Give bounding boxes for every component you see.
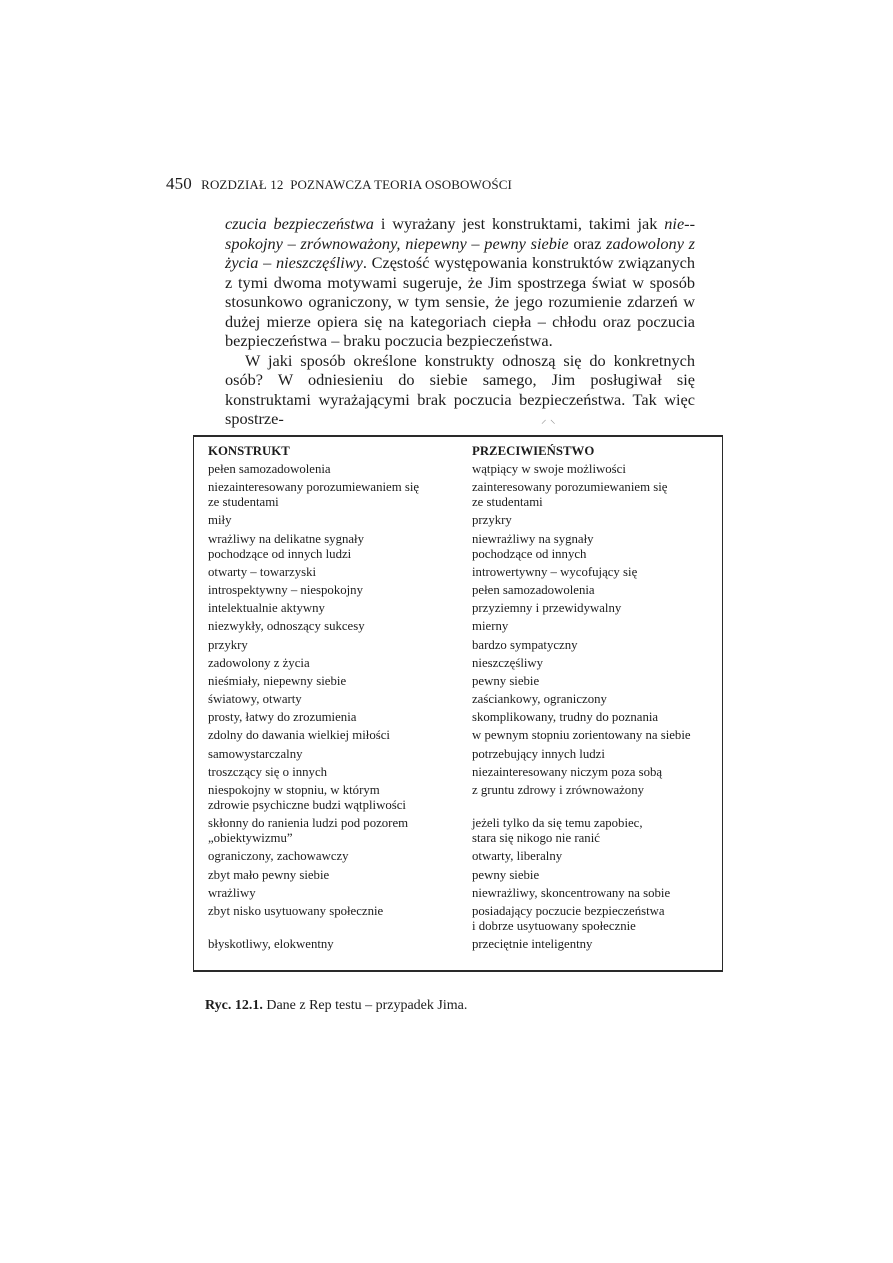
construct-cell: zbyt mało pewny siebie (208, 867, 330, 882)
table-row (208, 638, 716, 656)
opposite-cell: zaściankowy, ograniczony (472, 692, 607, 707)
opposite-cell: potrzebujący innych ludzi (472, 746, 605, 761)
opposite-cell: wątpiący w swoje możliwości (472, 462, 626, 476)
table-row (208, 710, 716, 728)
construct-cell: intelektualnie aktywny (208, 601, 325, 616)
construct-cell: nieśmiały, niepewny siebie (208, 673, 347, 688)
text-run: czucia bezpieczeństwa (225, 214, 374, 233)
table-header-row (208, 444, 716, 462)
text-run: . Częstość występowania konstruktów związanych z tymi dwoma motywami sugeruje, że Jim spostrzega świat w sposób stosunkowo ograniczony, w tym sensie, że jego rozumienie zdarzeń w dużej mierze opiera się na kategoriach ciepła – chłodu oraz poczucia bezpieczeństwa – braku poczucia bezpieczeństwa. (225, 253, 696, 350)
opposite-cell: jeżeli tylko da się temu zapobiec, stara się nikogo nie ranić (472, 816, 643, 846)
page-number: 450 (166, 174, 192, 193)
opposite-cell: przykry (472, 513, 512, 528)
table-row (208, 937, 716, 955)
construct-cell: przykry (208, 637, 248, 652)
text-run: oraz (568, 233, 607, 253)
table-row (208, 728, 716, 746)
construct-cell: pełen samozadowolenia (208, 462, 331, 476)
table-row (208, 904, 716, 937)
table-row (208, 656, 716, 674)
construct-cell: niezainteresowany porozumiewaniem się ze studentami (208, 480, 420, 510)
opposite-cell: niewrażliwy na sygnały pochodzące od innych (472, 531, 594, 561)
construct-cell: skłonny do ranienia ludzi pod pozorem „obiektywizmu” (208, 816, 409, 846)
opposite-cell: bardzo sympatyczny (472, 637, 578, 652)
table-row (208, 783, 716, 816)
construct-cell: wrażliwy (208, 885, 256, 900)
opposite-cell: otwarty, liberalny (472, 849, 563, 864)
figure-caption (205, 998, 467, 1014)
construct-cell: prosty, łatwy do zrozumienia (208, 710, 357, 725)
caption-label: Ryc. 12.1. (205, 998, 263, 1013)
figure-rep-test (193, 435, 723, 972)
construct-cell: zdolny do dawania wielkiej miłości (208, 728, 390, 743)
table-row (208, 462, 716, 480)
text-run: zadowolony z życia – nieszczęśliwy (225, 233, 695, 272)
construct-cell: ograniczony, zachowawczy (208, 849, 349, 864)
opposite-cell: pewny siebie (472, 867, 540, 882)
paragraph-2: W jaki sposób określone konstrukty odnoszą się do konkretnych osób? W odniesieniu do siebie samego, Jim posługiwał się konstruktami wyrażającymi brak poczucia bezpieczeństwa. Tak więc spostrze- (225, 350, 695, 428)
table-row (208, 480, 716, 513)
opposite-cell: mierny (472, 619, 509, 634)
opposite-cell: niewrażliwy, skoncentrowany na sobie (472, 885, 671, 900)
text-run: i wyrażany jest konstruktami, takimi jak (373, 214, 665, 233)
opposite-cell: niezainteresowany niczym poza sobą (472, 764, 663, 779)
table-row (208, 692, 716, 710)
construct-cell: błyskotliwy, elokwentny (208, 937, 334, 952)
construct-cell: samowystarczalny (208, 746, 303, 761)
construct-cell: otwarty – towarzyski (208, 564, 317, 579)
opposite-cell: nieszczęśliwy (472, 655, 544, 670)
column-header-construct: KONSTRUKT (208, 444, 290, 458)
opposite-cell: posiadający poczucie bezpieczeństwa i dobrze usytuowany społecznie (472, 903, 665, 933)
table-row (208, 886, 716, 904)
construct-cell: zadowolony z życia (208, 655, 310, 670)
table-row (208, 601, 716, 619)
construct-cell: troszczący się o innych (208, 764, 328, 779)
body-text (225, 214, 695, 429)
scan-mark: ⸝ ⸜ (541, 413, 556, 426)
opposite-cell: pełen samozadowolenia (472, 582, 595, 597)
table-body (208, 462, 716, 955)
column-header-opposite: PRZECIWIEŃSTWO (472, 444, 595, 458)
construct-cell: introspektywny – niespokojny (208, 582, 363, 597)
table-row (208, 816, 716, 849)
construct-cell: zbyt nisko usytuowany społecznie (208, 903, 384, 918)
text-run: nie-spokojny – zrównoważony, niepewny – pewny siebie (225, 214, 696, 253)
paragraph-1 (225, 214, 695, 351)
construct-cell: niespokojny w stopniu, w którym zdrowie psychiczne budzi wątpliwości (208, 783, 406, 812)
opposite-cell: introwertywny – wycofujący się (472, 564, 638, 579)
table-row (208, 765, 716, 783)
construct-cell: niezwykły, odnoszący sukcesy (208, 619, 365, 634)
table-row (208, 674, 716, 692)
opposite-cell: przyziemny i przewidywalny (472, 601, 622, 616)
opposite-cell: pewny siebie (472, 673, 540, 688)
table-row (208, 747, 716, 765)
table-row (208, 619, 716, 637)
table-row (208, 513, 716, 531)
table-row (208, 849, 716, 867)
rep-test-table (208, 444, 716, 955)
table-row (208, 532, 716, 565)
opposite-cell: zainteresowany porozumiewaniem się ze studentami (472, 480, 668, 510)
running-title: ROZDZIAŁ 12 POZNAWCZA TEORIA OSOBOWOŚCI (201, 177, 512, 192)
construct-cell: wrażliwy na delikatne sygnały pochodzące od innych ludzi (208, 531, 364, 561)
opposite-cell: w pewnym stopniu zorientowany na siebie (472, 728, 691, 743)
table-row (208, 565, 716, 583)
caption-text: Dane z Rep testu – przypadek Jima. (262, 998, 468, 1013)
opposite-cell: skomplikowany, trudny do poznania (472, 710, 659, 725)
construct-cell: miły (208, 513, 232, 528)
table-row (208, 868, 716, 886)
running-header (166, 174, 512, 194)
table-row (208, 583, 716, 601)
opposite-cell: przeciętnie inteligentny (472, 937, 593, 952)
opposite-cell: z gruntu zdrowy i zrównoważony (472, 783, 644, 797)
construct-cell: światowy, otwarty (208, 692, 302, 707)
